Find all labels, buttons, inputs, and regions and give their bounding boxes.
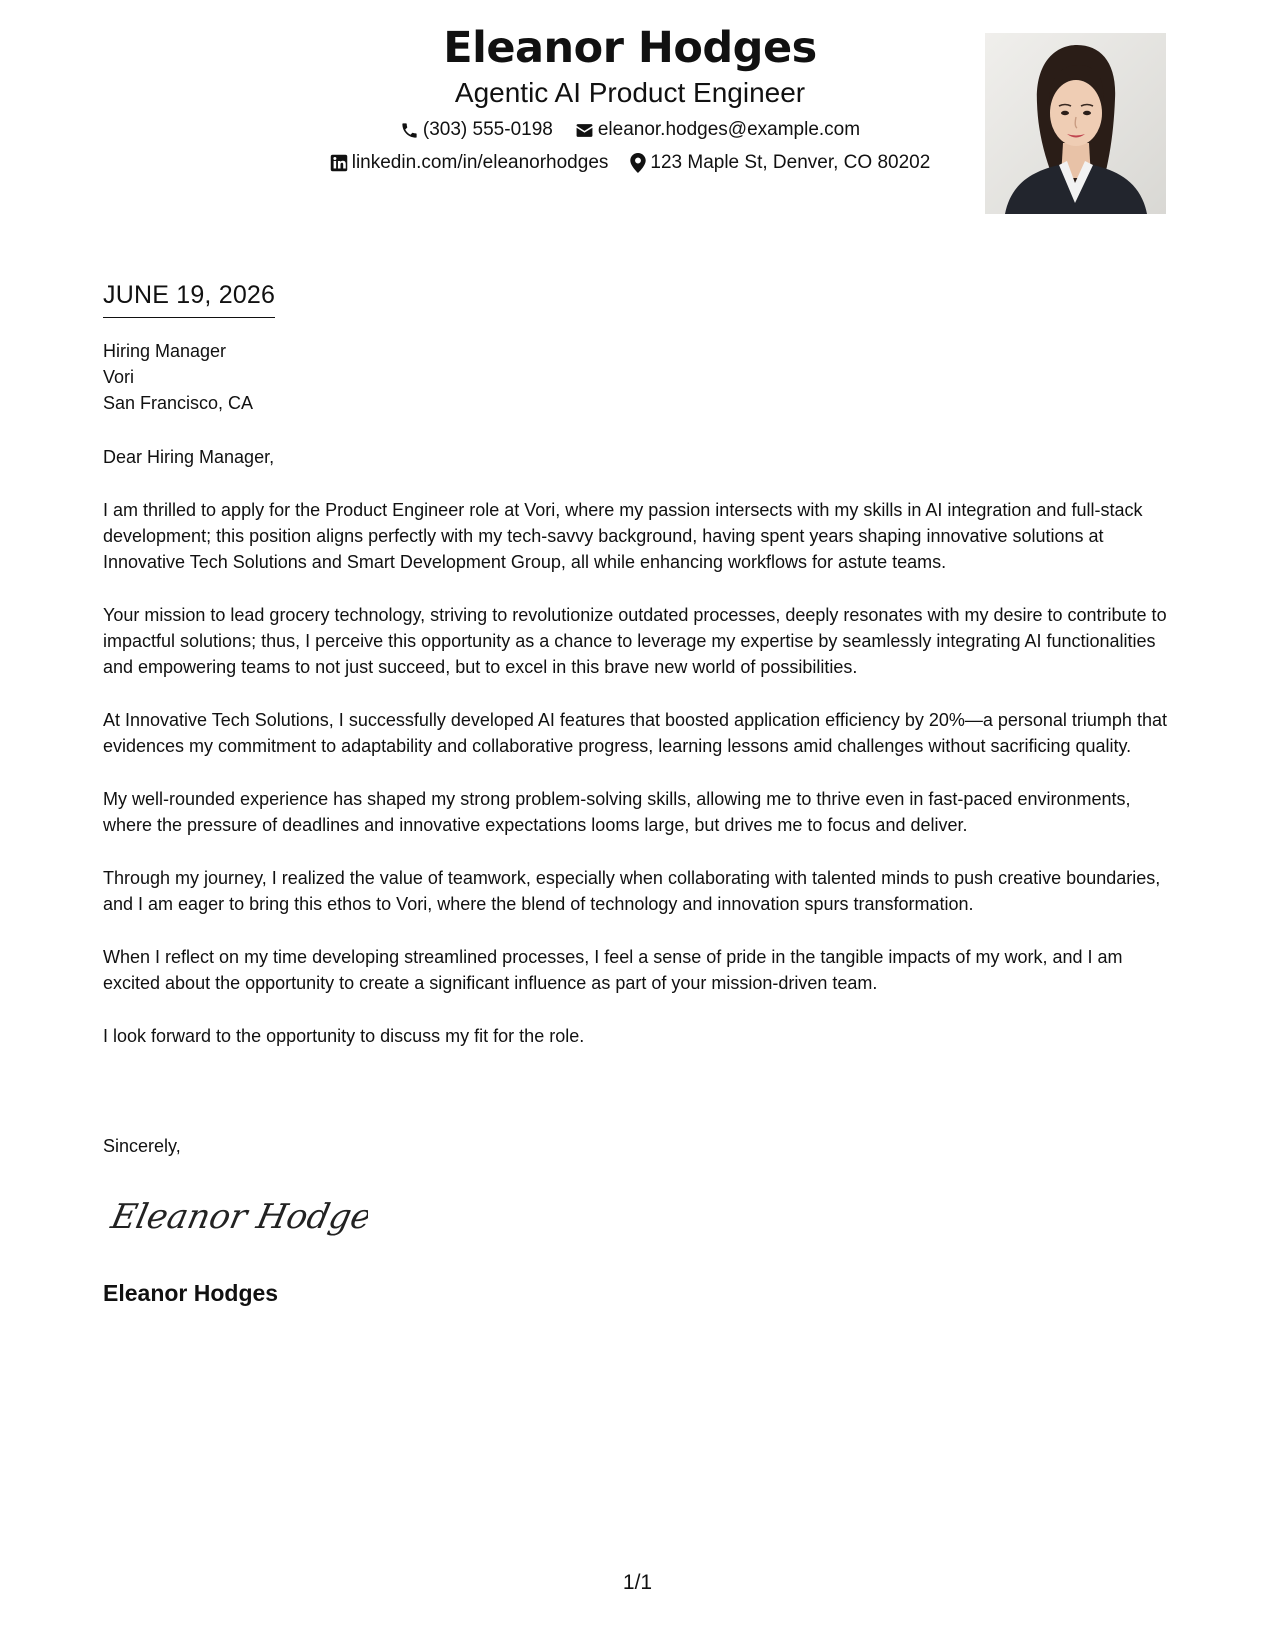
applicant-title: Agentic AI Product Engineer <box>454 77 806 108</box>
body-paragraph: I am thrilled to apply for the Product Engineer role at Vori, where my passion intersects with my skills in AI integration and full-stack development; this position aligns perfectly with my tech-savvy background, having spent years shaping innovative solutions at Innovative Tech Solutions and Smart Development Group, all while enhancing workflows for astute teams. <box>103 500 1143 572</box>
body-paragraph: I look forward to the opportunity to discuss my fit for the role. <box>103 1026 585 1046</box>
body-paragraph: Through my journey, I realized the value of teamwork, especially when collaborating with talented minds to push creative boundaries, and I am eager to bring this ethos to Vori, where the blend of technology and innovation spurs transformation. <box>103 868 1161 914</box>
phone-text: (303) 555-0198 <box>422 119 553 140</box>
email-contact <box>575 118 860 142</box>
letter-body <box>103 278 1173 1049</box>
contact-line-2 <box>250 151 1010 175</box>
recipient-line: Hiring Manager <box>103 341 227 361</box>
address-contact <box>630 151 930 175</box>
letter-header <box>0 0 1275 230</box>
envelope-icon <box>575 121 594 140</box>
profile-photo <box>985 33 1166 214</box>
svg-text:Eleanor Hodges: Eleanor Hodges <box>108 1197 368 1237</box>
recipient-location: San Francisco, CA <box>103 393 254 413</box>
linkedin-text: linkedin.com/in/eleanorhodges <box>351 152 609 173</box>
applicant-name: Eleanor Hodges <box>443 23 817 73</box>
body-paragraph: When I reflect on my time developing streamlined processes, I feel a sense of pride in the tangible impacts of my work, and I am excited about the opportunity to create a significant influence as part of your mission-driven team. <box>103 947 1123 993</box>
closing: Sincerely, <box>103 1136 181 1156</box>
recipient-company: Vori <box>103 367 135 387</box>
map-pin-icon <box>630 153 646 173</box>
linkedin-icon <box>330 154 348 172</box>
phone-contact <box>400 118 553 142</box>
body-paragraph: My well-rounded experience has shaped my strong problem-solving skills, allowing me to thrive even in fast-paced environments, where the pressure of deadlines and innovative expectations looms large, but drives me to focus and deliver. <box>103 789 1131 835</box>
signed-name: Eleanor Hodges <box>103 1280 279 1306</box>
salutation: Dear Hiring Manager, <box>103 447 275 467</box>
letter-date: JUNE 19, 2026 <box>103 278 275 318</box>
contact-line-1 <box>250 118 1010 142</box>
recipient-block <box>103 338 1173 416</box>
linkedin-contact <box>330 151 609 175</box>
address-text: 123 Maple St, Denver, CO 80202 <box>650 152 931 173</box>
page-number: 1/1 <box>622 1571 653 1594</box>
handwritten-signature <box>108 1188 368 1244</box>
email-text: eleanor.hodges@example.com <box>597 119 861 140</box>
body-paragraph: At Innovative Tech Solutions, I successfully developed AI features that boosted application efficiency by 20%—a personal triumph that evidences my commitment to adaptability and collaborative progress, learning lessons amid challenges without sacrificing quality. <box>103 710 1167 756</box>
header-text <box>250 20 1010 175</box>
body-paragraph: Your mission to lead grocery technology, striving to revolutionize outdated processes, deeply resonates with my desire to contribute to impactful solutions; thus, I perceive this opportunity as a chance to leverage my expertise by seamlessly integrating AI functionalities and empowering teams to not just succeed, but to excel in this brave new world of possibilities. <box>103 605 1167 677</box>
phone-icon <box>400 121 419 140</box>
